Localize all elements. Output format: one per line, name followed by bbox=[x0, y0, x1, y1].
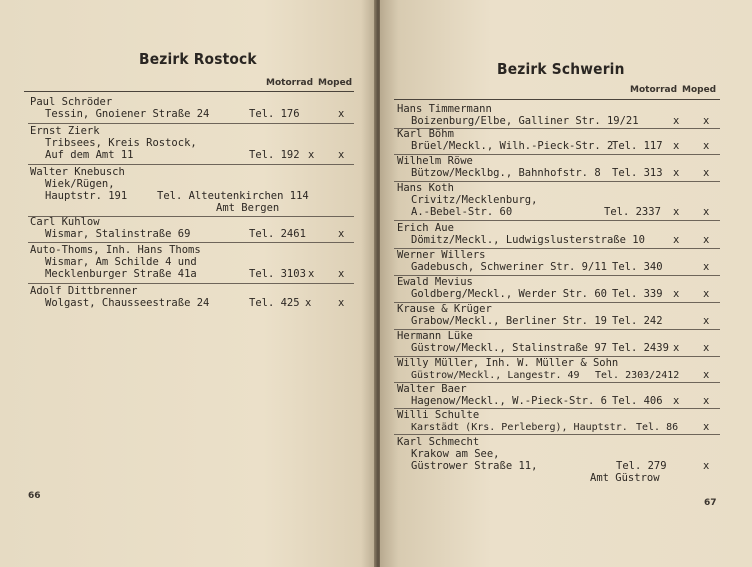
entry-address: Boizenburg/Elbe, Galliner Str. 19/21 bbox=[411, 115, 639, 127]
entry-name: Carl Kuhlow bbox=[30, 216, 100, 228]
entry-address: Tessin, Gnoiener Straße 24 bbox=[45, 108, 210, 120]
column-header-moped: Moped bbox=[682, 85, 717, 95]
moped-mark: x bbox=[703, 342, 710, 354]
moped-mark: x bbox=[703, 460, 710, 472]
motorrad-mark: x bbox=[308, 149, 315, 161]
entry-name: Ernst Zierk bbox=[30, 125, 100, 137]
entry-divider bbox=[28, 123, 354, 124]
entry-phone: Tel. 192 bbox=[249, 149, 300, 161]
entry-address: Karstädt (Krs. Perleberg), Hauptstr. bbox=[411, 422, 628, 433]
motorrad-mark: x bbox=[673, 115, 680, 127]
motorrad-mark: x bbox=[673, 395, 680, 407]
entry-divider bbox=[28, 164, 354, 165]
motorrad-mark: x bbox=[673, 206, 680, 218]
moped-mark: x bbox=[703, 261, 710, 273]
entry-address: Wiek/Rügen, bbox=[45, 178, 115, 190]
motorrad-mark: x bbox=[673, 167, 680, 179]
moped-mark: x bbox=[338, 268, 345, 280]
entry-phone: Tel. 3103 bbox=[249, 268, 306, 280]
entry-divider bbox=[394, 434, 720, 435]
moped-mark: x bbox=[703, 369, 710, 381]
moped-mark: x bbox=[703, 115, 710, 127]
entry-address: Goldberg/Meckl., Werder Str. 60 bbox=[411, 288, 607, 300]
entry-phone: Tel. 313 bbox=[612, 167, 663, 179]
moped-mark: x bbox=[338, 297, 345, 309]
entry-name: Walter Baer bbox=[397, 383, 467, 395]
heading-bezirk-schwerin: Bezirk Schwerin bbox=[497, 60, 625, 78]
column-header-moped: Moped bbox=[318, 78, 353, 88]
entry-phone: Tel. Alteutenkirchen 114 bbox=[157, 190, 309, 202]
entry-name: Willi Schulte bbox=[397, 409, 480, 421]
entry-name: Paul Schröder bbox=[30, 96, 113, 108]
entry-phone: Tel. 339 bbox=[612, 288, 663, 300]
moped-mark: x bbox=[703, 206, 710, 218]
entry-address: Brüel/Meckl., Wilh.-Pieck-Str. 2 bbox=[411, 140, 614, 152]
header-rule bbox=[394, 99, 720, 100]
motorrad-mark: x bbox=[308, 268, 315, 280]
entry-phone: Tel. 2439 bbox=[612, 342, 669, 354]
entry-phone: Tel. 406 bbox=[612, 395, 663, 407]
entry-name: Erich Aue bbox=[397, 222, 454, 234]
header-rule bbox=[24, 91, 354, 92]
moped-mark: x bbox=[338, 149, 345, 161]
entry-name: Auto-Thoms, Inh. Hans Thoms bbox=[30, 244, 201, 256]
page-number: 66 bbox=[28, 491, 41, 501]
entry-divider bbox=[394, 220, 720, 221]
entry-address: Güstrow/Meckl., Langestr. 49 bbox=[411, 370, 580, 381]
entry-address: Dömitz/Meckl., Ludwigslusterstraße 10 bbox=[411, 234, 645, 246]
page-number: 67 bbox=[704, 498, 717, 508]
motorrad-mark: x bbox=[305, 297, 312, 309]
entry-name: Hans Koth bbox=[397, 182, 454, 194]
page-right bbox=[380, 0, 752, 567]
entry-name: Karl Böhm bbox=[397, 128, 454, 140]
entry-address: Wismar, Am Schilde 4 und bbox=[45, 256, 197, 268]
motorrad-mark: x bbox=[673, 234, 680, 246]
motorrad-mark: x bbox=[673, 342, 680, 354]
entry-phone: Tel. 117 bbox=[612, 140, 663, 152]
entry-phone: Tel. 176 bbox=[249, 108, 300, 120]
entry-address: A.-Bebel-Str. 60 bbox=[411, 206, 513, 218]
entry-address: Hagenow/Meckl., W.-Pieck-Str. 6 bbox=[411, 395, 607, 407]
entry-address: Crivitz/Mecklenburg, bbox=[411, 194, 538, 206]
moped-mark: x bbox=[338, 108, 345, 120]
motorrad-mark: x bbox=[673, 140, 680, 152]
entry-address: Mecklenburger Straße 41a bbox=[45, 268, 197, 280]
entry-address: Auf dem Amt 11 bbox=[45, 149, 134, 161]
moped-mark: x bbox=[703, 234, 710, 246]
column-header-motorrad: Motorrad bbox=[630, 85, 678, 95]
entry-name: Willy Müller, Inh. W. Müller & Sohn bbox=[397, 357, 619, 369]
column-header-motorrad: Motorrad bbox=[266, 78, 314, 88]
entry-address: Güstrow/Meckl., Stalinstraße 97 bbox=[411, 342, 607, 354]
moped-mark: x bbox=[703, 140, 710, 152]
entry-name: Karl Schmecht bbox=[397, 436, 480, 448]
moped-mark: x bbox=[338, 228, 345, 240]
motorrad-mark: x bbox=[673, 288, 680, 300]
entry-phone: Tel. 279 bbox=[616, 460, 667, 472]
entry-address: Wismar, Stalinstraße 69 bbox=[45, 228, 191, 240]
entry-phone: Tel. 2461 bbox=[249, 228, 306, 240]
entry-name: Ewald Mevius bbox=[397, 276, 473, 288]
entry-phone: Tel. 2337 bbox=[604, 206, 661, 218]
entry-address: Güstrower Straße 11, bbox=[411, 460, 538, 472]
entry-name: Adolf Dittbrenner bbox=[30, 285, 138, 297]
entry-name: Werner Willers bbox=[397, 249, 486, 261]
entry-address: Hauptstr. 191 bbox=[45, 190, 128, 202]
entry-office: Amt Güstrow bbox=[590, 472, 660, 484]
entry-name: Hans Timmermann bbox=[397, 103, 492, 115]
moped-mark: x bbox=[703, 395, 710, 407]
entry-office: Amt Bergen bbox=[216, 202, 280, 214]
entry-address: Krakow am See, bbox=[411, 448, 500, 460]
moped-mark: x bbox=[703, 421, 710, 433]
moped-mark: x bbox=[703, 288, 710, 300]
entry-phone: Tel. 425 bbox=[249, 297, 300, 309]
entry-divider bbox=[28, 283, 354, 284]
entry-address: Wolgast, Chausseestraße 24 bbox=[45, 297, 210, 309]
entry-address: Tribsees, Kreis Rostock, bbox=[45, 137, 197, 149]
entry-address: Grabow/Meckl., Berliner Str. 19 bbox=[411, 315, 607, 327]
entry-phone: Tel. 86 bbox=[636, 422, 679, 433]
entry-divider bbox=[28, 242, 354, 243]
heading-bezirk-rostock: Bezirk Rostock bbox=[139, 50, 257, 68]
entry-address: Gadebusch, Schweriner Str. 9/11 bbox=[411, 261, 607, 273]
entry-phone: Tel. 340 bbox=[612, 261, 663, 273]
entry-phone: Tel. 242 bbox=[612, 315, 663, 327]
entry-name: Walter Knebusch bbox=[30, 166, 125, 178]
entry-name: Krause & Krüger bbox=[397, 303, 492, 315]
moped-mark: x bbox=[703, 167, 710, 179]
entry-address: Bützow/Mecklbg., Bahnhofstr. 8 bbox=[411, 167, 601, 179]
entry-phone: Tel. 2303/2412 bbox=[595, 370, 680, 381]
moped-mark: x bbox=[703, 315, 710, 327]
entry-name: Wilhelm Röwe bbox=[397, 155, 473, 167]
entry-name: Hermann Lüke bbox=[397, 330, 473, 342]
